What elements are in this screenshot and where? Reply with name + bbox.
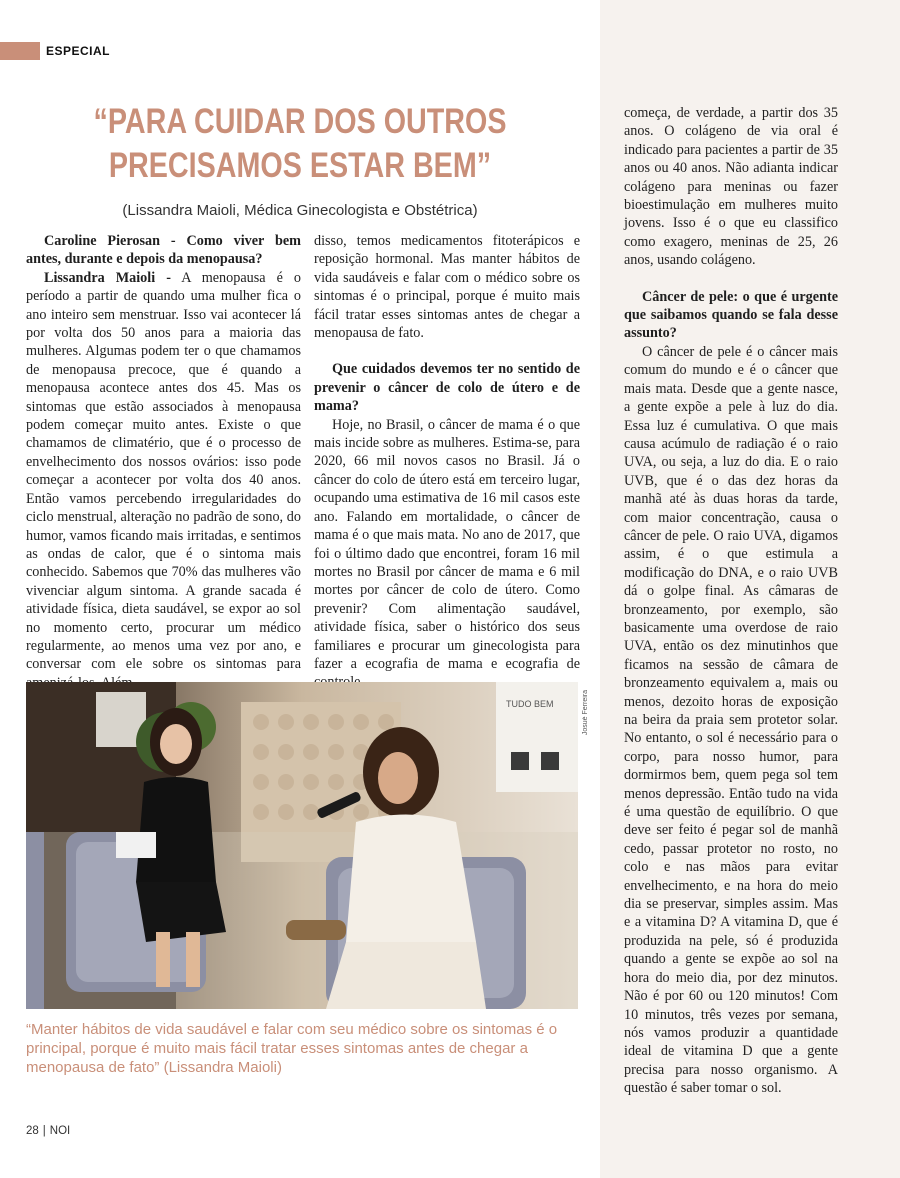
photo-caption: “Manter hábitos de vida saudável e falar com seu médico sobre os sintomas é o principal, porque é muito mais fácil tratar esses sintomas antes de chegar a menopausa de fato” (Lissandra Maioli) (26, 1021, 558, 1076)
question-1: Caroline Pierosan - Como viver bem antes, durante e depois da menopausa? (26, 233, 301, 268)
answer-1 (26, 269, 301, 692)
article-title (87, 100, 513, 188)
text-column-2 (314, 232, 580, 692)
article-subtitle: (Lissandra Maioli, Médica Ginecologista e Obstétrica) (122, 202, 478, 219)
photo-credit: Josué Ferreira (582, 690, 589, 736)
question-3: Câncer de pele: o que é urgente que saibamos quando se fala desse assunto? (624, 288, 838, 342)
title-line-2: PRECISAMOS ESTAR BEM” (108, 146, 492, 185)
event-photo (26, 682, 578, 1009)
text-column-3 (624, 104, 838, 1098)
page-footer (26, 1125, 70, 1137)
footer-separator: | (42, 1125, 46, 1137)
text-column-1 (26, 232, 301, 692)
banner-text: TUDO BEM (506, 699, 554, 709)
answer-2: Hoje, no Brasil, o câncer de mama é o que mais incide sobre as mulheres. Estima-se, para 2020, 66 mil novos casos no Brasil. Já o câncer do colo de útero está em terceiro lugar, ocupando uma estimativa de 16 mil casos este ano. Falando em mortalidade, o câncer de mama é o que mais mata. No ano de 2017, que foi o último dado que encontrei, foram 16 mil mortes no Brasil por câncer de mama e 6 mil mortes por câncer de colo de útero. Como prevenir? Com alimentação saudável, atividade física, saber o histórico dos seus familiares e procurar um ginecologista para fazer a ecografia de mama e ecografia de (314, 416, 580, 672)
section-accent-bar (0, 42, 40, 60)
photo-illustration (26, 682, 578, 1009)
section-label: ESPECIAL (42, 42, 114, 60)
answer-continued: começa, de verdade, a partir dos 35 anos. O colágeno de via oral é indicado para pacientes a partir de 35 anos ou 40 anos. Não adianta indicar colágeno para meninas ou fazer bioestimulação em mulheres muito jovens. Isso é o que eu classifico como exagero, meninas de 25, 26 anos, usando colágeno. (624, 105, 838, 269)
question-2: Que cuidados devemos ter no sentido de prevenir o câncer de colo de útero e de mama? (314, 361, 580, 415)
title-line-1: “PARA CUIDAR DOS OUTROS (93, 102, 507, 141)
answer-1-text: A menopausa é o período a partir de quando uma mulher fica o ano inteiro sem menstruar. Isso vai acontecer lá por volta dos 50 anos para a maioria das mulheres. Algumas podem ter o que chamamos de menopausa precoce, que é quando a menopausa acontece antes dos 45. Mas os sintomas que estão associados à menopausa podem começar muito antes. Existe o que chamamos de climatério, que é o processo de envelhecimento dos nossos ovários: isso pode começar a acontecer por volta dos 40 anos. Então vamos percebendo irregularidades do ciclo menstrual, alteração no padrão de sono, do humor, vamos ficando mais irritadas, e sentimos as ondas de calor, que é o sintoma mais conhecido. Sabemos que 70% das mulheres vão vivenciar algum sintoma. A grande sacada é atividade física, dieta saudável, se expor ao sol no momento certo, procurar um médico regularmente, ao menos uma vez por ano, e conversar com ele sobre os sintomas para (26, 269, 301, 673)
answer-1-continued: disso, temos medicamentos fitoterápicos e reposição hormonal. Mas manter hábitos de vida saudáveis e falar com o médico sobre os sintomas é o principal, porque é muito mais fácil tratar esses sintomas antes de chegar a menopausa de fato. (314, 233, 580, 342)
magazine-name: NOI (49, 1125, 71, 1137)
page-number: 28 (26, 1125, 39, 1137)
answer-3: O câncer de pele é o câncer mais comum do mundo e é o câncer que mais mata. Desde que a gente nasce, a gente expõe a pele à luz do dia. Essa luz é cumulativa. O que mais causa acúmulo de radiação é o raio UVA, ou seja, a luz do dia. E o raio UVB, que é o das dez horas da manhã até às duas horas da tarde, com maior concentração, causa o câncer de pele. O raio UVA, digamos assim, é o que estimula a modificação do DNA, e o raio UVB dá o golpe final. As câmaras de bronzeamento, por exemplo, são basicamente uma overdose de raio UVA, então os dez minutinhos que ficamos na sessão de câmara de bronzeamento equivalem a, mais ou menos, dezoito horas de exposição na beira da praia sem protetor solar. No entanto, o sol é necessário para o corpo, para nosso humor, para dormirmos bem, quem pega sol tem menos depressão. Então tudo na vida é uma questão de equilíbrio. O que deve ser feito é pegar sol de manhã cedo, passar protetor no rosto, no colo e nas mãos para evitar envelhecimento, e na hora do meio dia se preservar, simples assim. Mas e a vitamina D? A vitamina D, que é produzida na pele, só é produzida quando a gente se expõe ao sol na hora do meio dia, por dez minutos. Não é por 60 ou 120 minutos! Com 10 minutos, três vezes por semana, nós vamos produzir a quantidade ideal de vitamina D que a gente precisa para nosso organismo. A questão é saber tomar o sol. (624, 343, 838, 1097)
answer-1-speaker: Lissandra Maioli - (44, 269, 171, 286)
